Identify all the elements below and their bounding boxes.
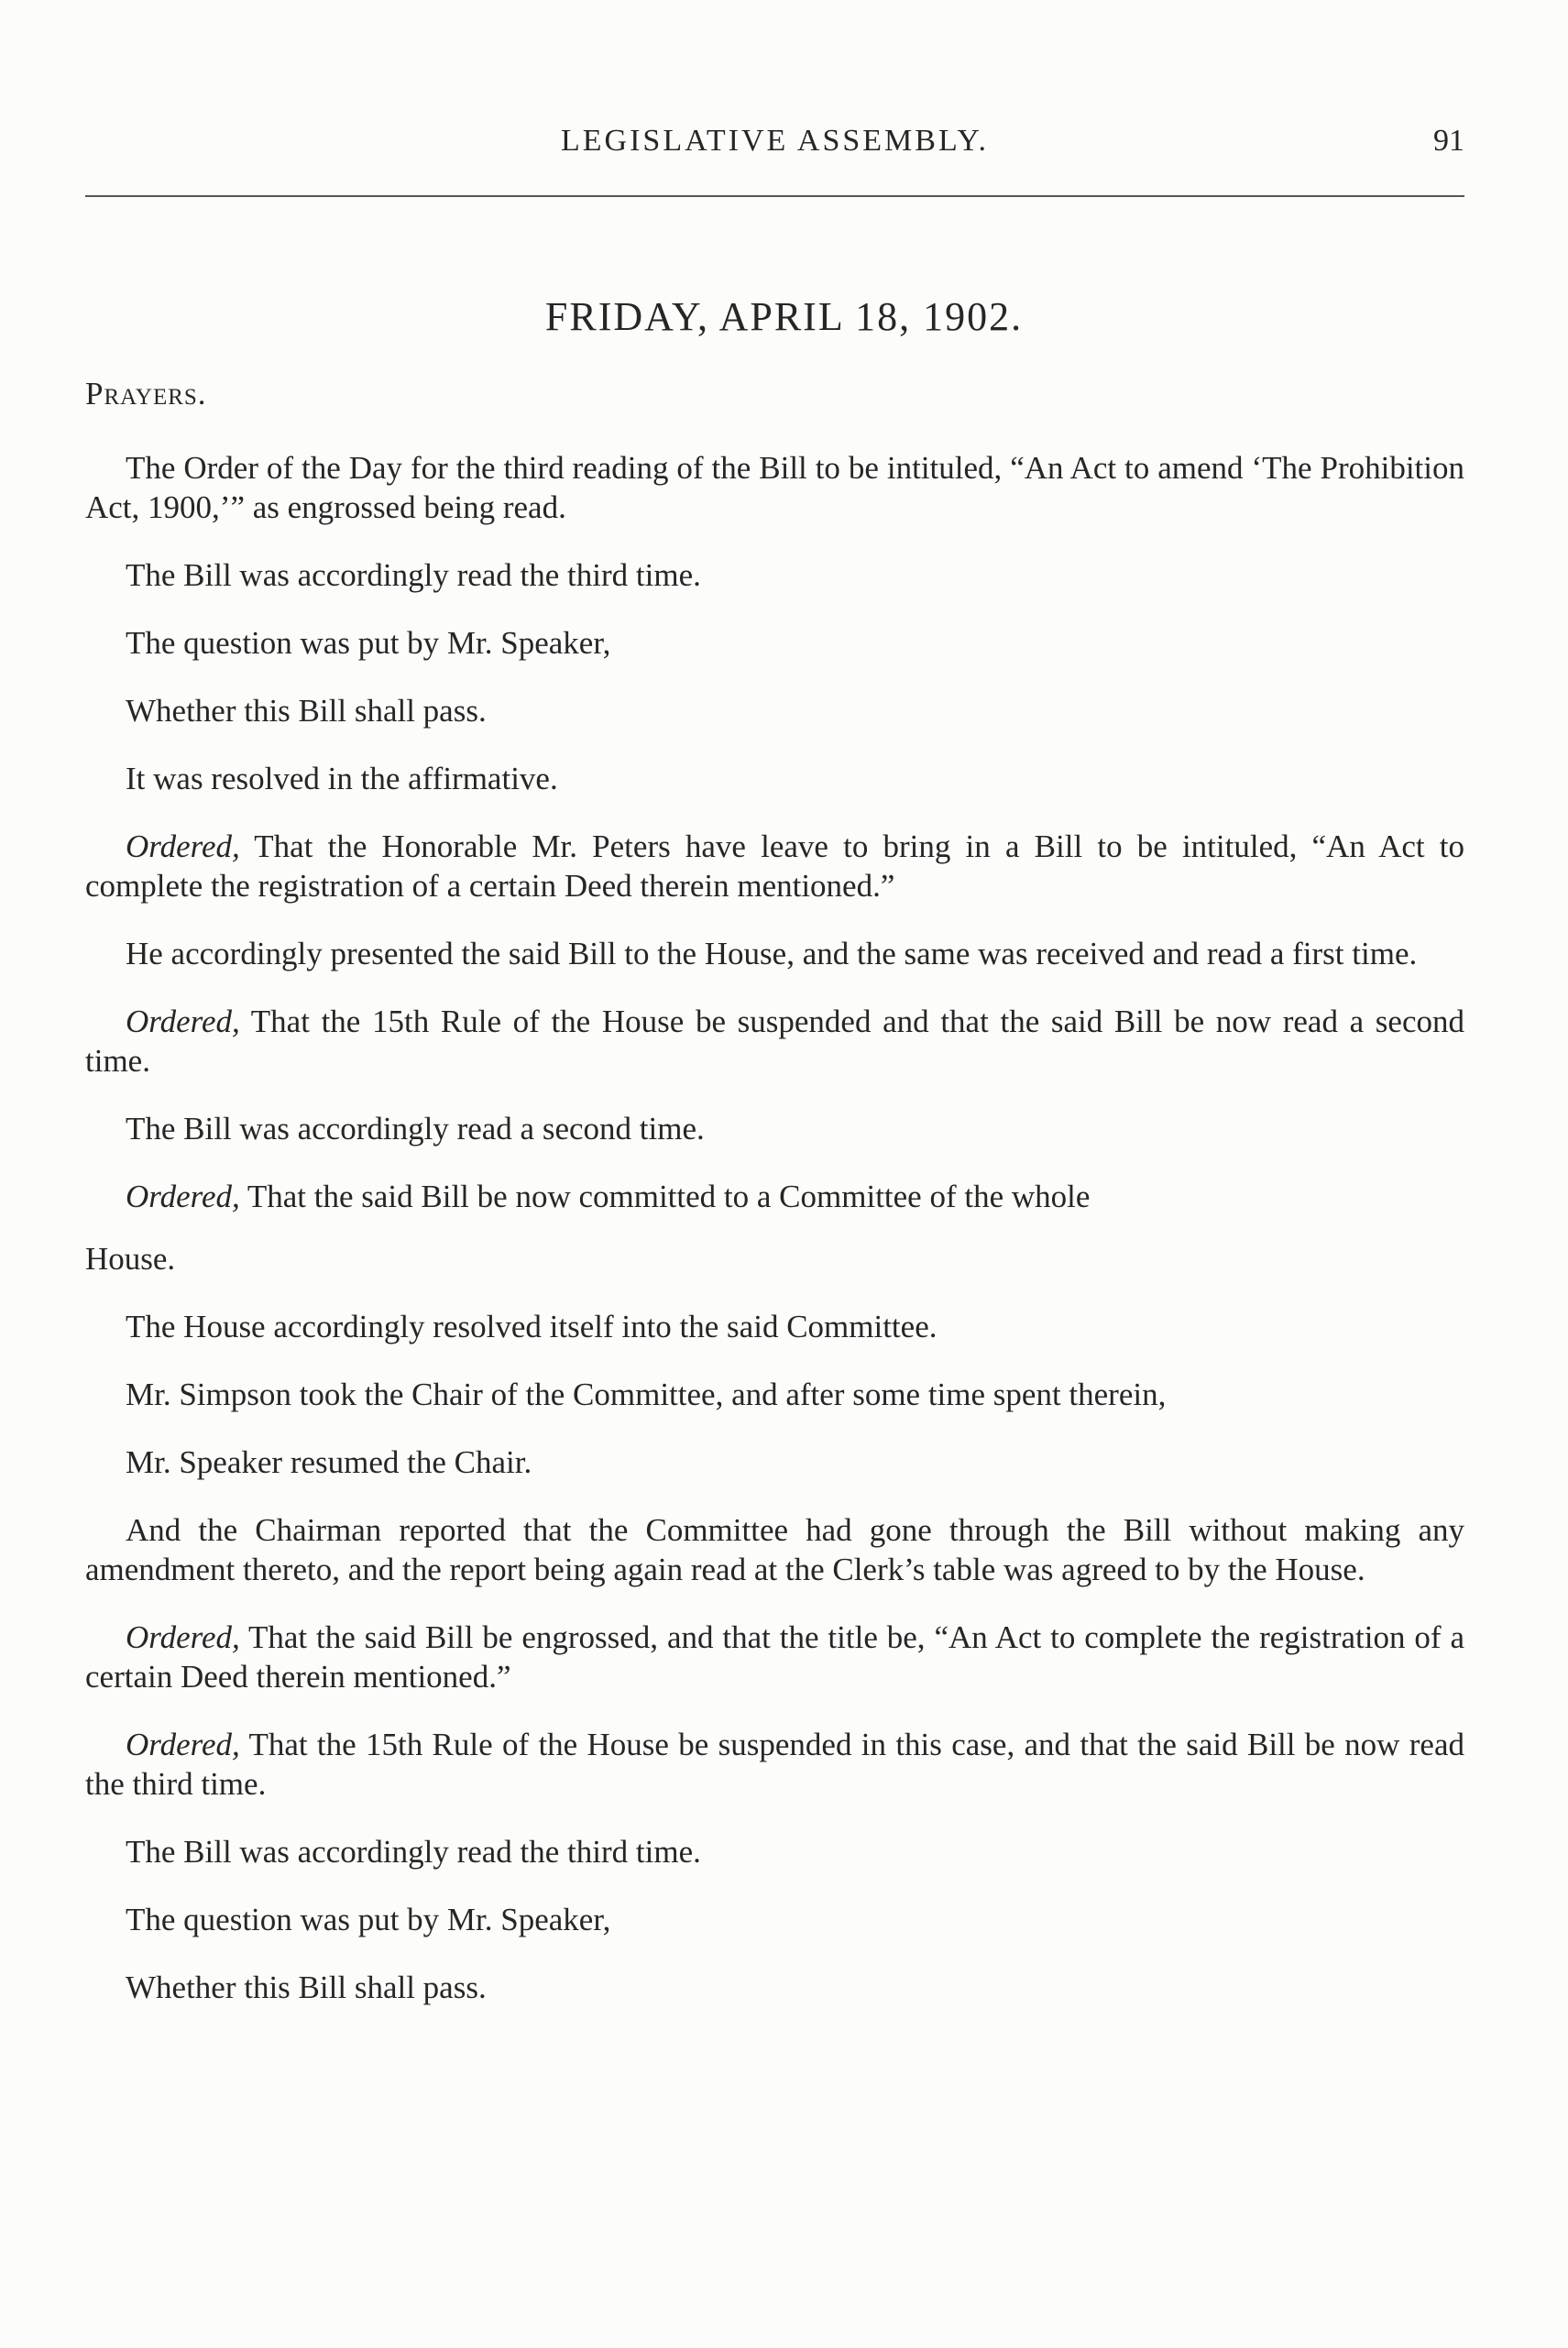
paragraph-text: The Bill was accordingly read the third time. — [126, 1834, 701, 1870]
paragraph-text: Whether this Bill shall pass. — [126, 693, 487, 729]
paragraph-lead: Ordered, — [126, 1727, 240, 1762]
paragraph — [85, 1109, 1464, 1148]
running-title: LEGISLATIVE ASSEMBLY. — [561, 124, 989, 158]
paragraph-text: And the Chairman reported that the Committee had gone through the Bill without making any amendment thereto, and the report being again read at the Clerk’s table was agreed to by the House. — [85, 1512, 1464, 1587]
paragraph-text: Whether this Bill shall pass. — [126, 1969, 487, 2005]
paragraph-text: Mr. Simpson took the Chair of the Committee, and after some time spent therein, — [126, 1377, 1167, 1412]
paragraph-text: The question was put by Mr. Speaker, — [126, 1902, 611, 1937]
paragraph-text: The Order of the Day for the third reading of the Bill to be intituled, “An Act to amend ‘The Prohibition Act, 1900,’” as engrossed being read. — [85, 450, 1464, 525]
paragraph — [85, 1900, 1464, 1939]
paragraph — [85, 448, 1464, 527]
paragraph — [85, 759, 1464, 798]
paragraph-text: House. — [85, 1241, 176, 1277]
paragraph-text: That the 15th Rule of the House be suspended in this case, and that the said Bill be now read the third time. — [85, 1727, 1464, 1802]
paragraph-lead: Ordered, — [126, 828, 240, 864]
running-head — [85, 124, 1464, 170]
paragraph — [85, 934, 1464, 973]
paragraph — [85, 1002, 1464, 1081]
paragraph — [85, 1239, 1464, 1278]
paragraph — [85, 691, 1464, 730]
prayers-heading: Prayers. — [85, 376, 207, 411]
paragraph — [85, 1375, 1464, 1414]
paragraph-lead: Ordered, — [126, 1179, 240, 1214]
paragraph — [85, 1832, 1464, 1871]
paragraph-lead: Ordered, — [126, 1619, 240, 1655]
body-text — [85, 374, 1464, 2035]
paragraph — [85, 1307, 1464, 1346]
paragraph-text: The House accordingly resolved itself into the said Committee. — [126, 1309, 938, 1344]
paragraph-lead: Ordered, — [126, 1004, 240, 1039]
paragraph — [85, 1510, 1464, 1589]
paragraph-text: That the 15th Rule of the House be suspended and that the said Bill be now read a second time. — [85, 1004, 1464, 1079]
paragraph — [85, 1968, 1464, 2007]
paragraph — [85, 623, 1464, 663]
paragraph-text: That the said Bill be engrossed, and that the title be, “An Act to complete the registration of a certain Deed therein mentioned.” — [85, 1619, 1464, 1695]
paragraph — [85, 1443, 1464, 1482]
paragraph-text: Mr. Speaker resumed the Chair. — [126, 1444, 532, 1480]
header-rule — [85, 195, 1464, 197]
paragraph-text: That the Honorable Mr. Peters have leave to bring in a Bill to be intituled, “An Act to complete the registration of a certain Deed therein mentioned.” — [85, 828, 1464, 904]
date-heading: FRIDAY, APRIL 18, 1902. — [544, 294, 1024, 339]
paragraph-text: It was resolved in the affirmative. — [126, 761, 558, 796]
page-number: 91 — [1433, 124, 1464, 158]
paragraph — [85, 827, 1464, 905]
paragraph — [85, 1177, 1464, 1216]
paragraph-text: That the said Bill be now committed to a Committee of the whole — [239, 1179, 1091, 1214]
paragraph — [85, 1618, 1464, 1696]
paragraph-text: He accordingly presented the said Bill to the House, and the same was received and read a first time. — [126, 936, 1418, 971]
paragraph — [85, 1725, 1464, 1804]
paragraph — [85, 555, 1464, 595]
paragraph-text: The Bill was accordingly read a second time. — [126, 1111, 705, 1147]
paragraph-text: The question was put by Mr. Speaker, — [126, 625, 611, 661]
paragraph-text: The Bill was accordingly read the third time. — [126, 557, 701, 593]
